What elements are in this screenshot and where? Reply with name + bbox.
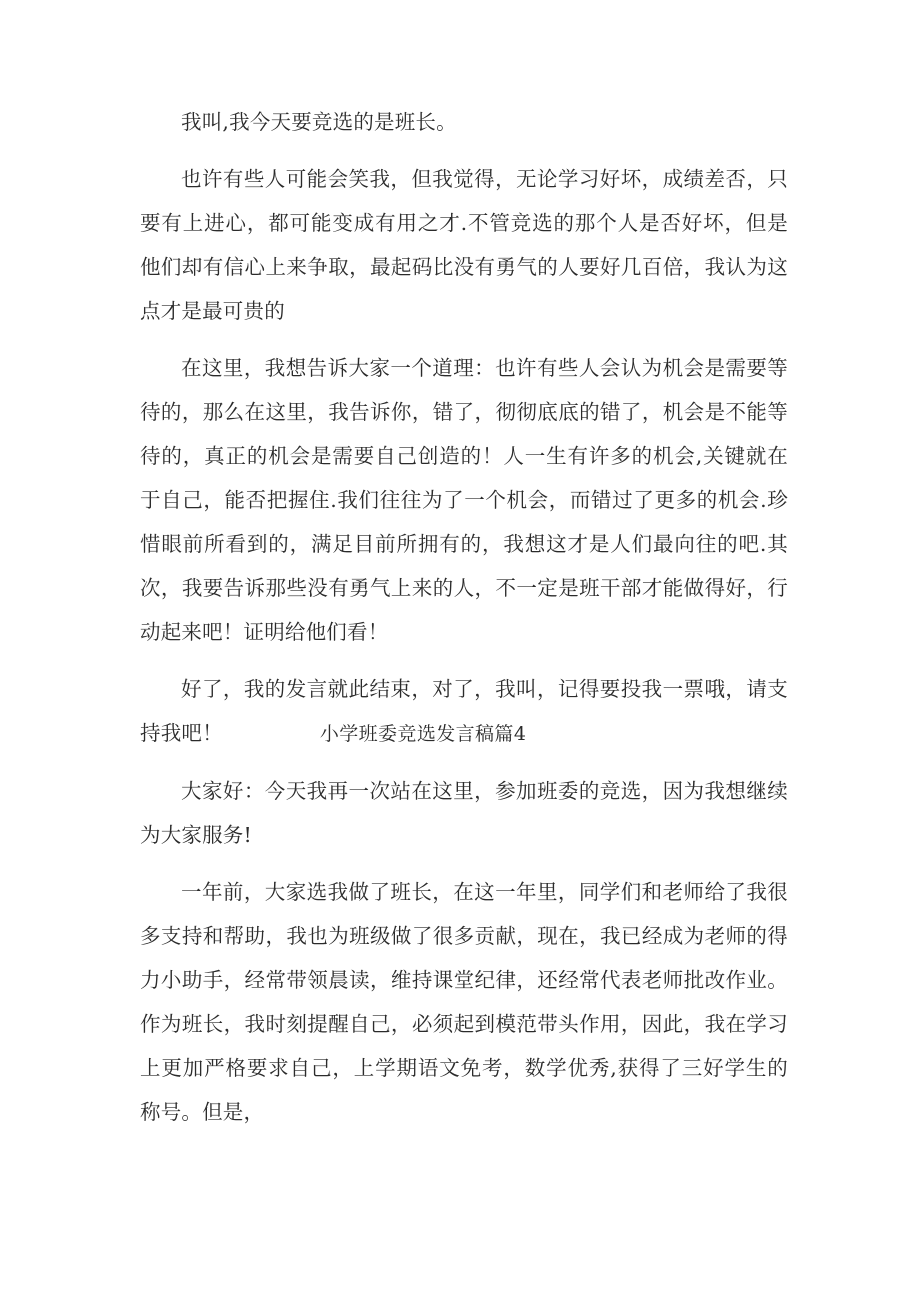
paragraph-3: 在这里，我想告诉大家一个道理：也许有些人会认为机会是需要等待的，那么在这里，我告诉你，错了，彻彻底底的错了，机会是不能等待的，真正的机会是需要自己创造的！人一生有许多的机会,关键就在于自己，能否把握住.我们往往为了一个机会，而错过了更多的机会.珍惜眼前所看到的，满足目前所拥有的，我想这才是人们最向往的吧.其次，我要告诉那些没有勇气上来的人，不一定是班干部才能做得好，行动起来吧！证明给他们看！	[140, 356, 788, 644]
paragraph-6: 一年前，大家选我做了班长，在这一年里，同学们和老师给了我很多支持和帮助，我也为班级做了很多贡献，现在，我已经成为老师的得力小助手，经常带领晨读，维持课堂纪律，还经常代表老师批改作业。作为班长，我时刻提醒自己，必须起到模范带头作用，因此，我在学习上更加严格要求自己，上学期语文免考，数学优秀,获得了三好学生的称号。但是，	[140, 880, 788, 1124]
document-body	[140, 100, 788, 1147]
paragraph-4	[140, 667, 788, 756]
section-heading-pian4: 小学班委竞选发言稿篇4	[222, 723, 527, 745]
paragraph-4-text: 好了，我的发言就此结束，对了，我叫，记得要投我一票哦，请支持我吧！	[140, 677, 788, 745]
paragraph-1: 我叫,我今天要竞选的是班长。	[181, 110, 457, 134]
paragraph-5: 大家好：今天我再一次站在这里，参加班委的竞选，因为我想继续为大家服务!	[140, 779, 788, 847]
paragraph-2: 也许有些人可能会笑我，但我觉得，无论学习好坏，成绩差否，只要有上进心，都可能变成有用之才.不管竞选的那个人是否好坏，但是他们却有信心上来争取，最起码比没有勇气的人要好几百倍，我认为这点才是最可贵的	[140, 167, 788, 323]
